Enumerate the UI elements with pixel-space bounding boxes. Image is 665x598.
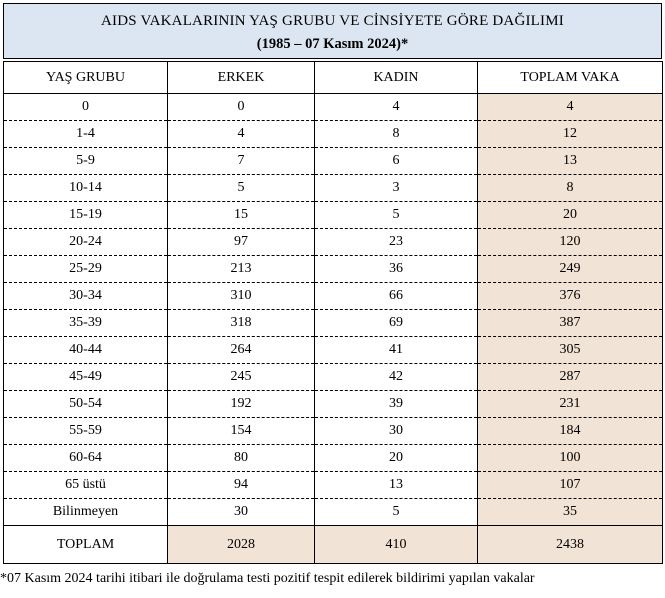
male-cell: 245 bbox=[168, 364, 315, 391]
age-group-cell: 55-59 bbox=[4, 418, 168, 445]
total-cell: 387 bbox=[478, 310, 663, 337]
female-cell: 8 bbox=[315, 121, 478, 148]
male-cell: 4 bbox=[168, 121, 315, 148]
age-group-cell: 40-44 bbox=[4, 337, 168, 364]
total-cell: 305 bbox=[478, 337, 663, 364]
table-row bbox=[4, 94, 663, 121]
age-group-cell: 1-4 bbox=[4, 121, 168, 148]
male-cell: 5 bbox=[168, 175, 315, 202]
age-group-cell: 5-9 bbox=[4, 148, 168, 175]
female-cell: 6 bbox=[315, 148, 478, 175]
table-body bbox=[4, 94, 663, 526]
table-row bbox=[4, 364, 663, 391]
total-cell: 12 bbox=[478, 121, 663, 148]
female-cell: 4 bbox=[315, 94, 478, 121]
table-row bbox=[4, 229, 663, 256]
total-cell: 100 bbox=[478, 445, 663, 472]
male-cell: 80 bbox=[168, 445, 315, 472]
female-cell: 5 bbox=[315, 202, 478, 229]
table-row bbox=[4, 499, 663, 526]
age-group-cell: Bilinmeyen bbox=[4, 499, 168, 526]
total-all: 2438 bbox=[478, 526, 663, 564]
female-cell: 3 bbox=[315, 175, 478, 202]
footnote: *07 Kasım 2024 tarihi itibari ile doğrulama testi pozitif tespit edilerek bildirimi yapılan vakalar bbox=[0, 571, 535, 586]
total-female: 410 bbox=[315, 526, 478, 564]
age-group-cell: 35-39 bbox=[4, 310, 168, 337]
total-cell: 231 bbox=[478, 391, 663, 418]
female-cell: 69 bbox=[315, 310, 478, 337]
total-male: 2028 bbox=[168, 526, 315, 564]
female-cell: 30 bbox=[315, 418, 478, 445]
male-cell: 192 bbox=[168, 391, 315, 418]
male-cell: 310 bbox=[168, 283, 315, 310]
table-row bbox=[4, 121, 663, 148]
female-cell: 41 bbox=[315, 337, 478, 364]
total-row bbox=[4, 526, 663, 564]
table-row bbox=[4, 337, 663, 364]
male-cell: 264 bbox=[168, 337, 315, 364]
table-row bbox=[4, 202, 663, 229]
female-cell: 42 bbox=[315, 364, 478, 391]
header-age-group: YAŞ GRUBU bbox=[4, 62, 168, 94]
age-group-cell: 30-34 bbox=[4, 283, 168, 310]
total-cell: 20 bbox=[478, 202, 663, 229]
total-cell: 287 bbox=[478, 364, 663, 391]
total-cell: 184 bbox=[478, 418, 663, 445]
total-cell: 120 bbox=[478, 229, 663, 256]
age-group-cell: 15-19 bbox=[4, 202, 168, 229]
female-cell: 23 bbox=[315, 229, 478, 256]
female-cell: 20 bbox=[315, 445, 478, 472]
aids-cases-table bbox=[3, 61, 663, 564]
age-group-cell: 60-64 bbox=[4, 445, 168, 472]
female-cell: 13 bbox=[315, 472, 478, 499]
male-cell: 97 bbox=[168, 229, 315, 256]
table-row bbox=[4, 175, 663, 202]
header-female: KADIN bbox=[315, 62, 478, 94]
header-total: TOPLAM VAKA bbox=[478, 62, 663, 94]
table-row bbox=[4, 310, 663, 337]
age-group-cell: 65 üstü bbox=[4, 472, 168, 499]
age-group-cell: 25-29 bbox=[4, 256, 168, 283]
age-group-cell: 50-54 bbox=[4, 391, 168, 418]
total-cell: 35 bbox=[478, 499, 663, 526]
document bbox=[3, 3, 662, 564]
age-group-cell: 45-49 bbox=[4, 364, 168, 391]
male-cell: 94 bbox=[168, 472, 315, 499]
male-cell: 318 bbox=[168, 310, 315, 337]
total-cell: 4 bbox=[478, 94, 663, 121]
header-male: ERKEK bbox=[168, 62, 315, 94]
female-cell: 36 bbox=[315, 256, 478, 283]
table-row bbox=[4, 256, 663, 283]
male-cell: 213 bbox=[168, 256, 315, 283]
female-cell: 39 bbox=[315, 391, 478, 418]
table-row bbox=[4, 391, 663, 418]
male-cell: 15 bbox=[168, 202, 315, 229]
table-row bbox=[4, 472, 663, 499]
age-group-cell: 20-24 bbox=[4, 229, 168, 256]
table-row bbox=[4, 418, 663, 445]
table-row bbox=[4, 445, 663, 472]
table-row bbox=[4, 148, 663, 175]
female-cell: 5 bbox=[315, 499, 478, 526]
male-cell: 154 bbox=[168, 418, 315, 445]
female-cell: 66 bbox=[315, 283, 478, 310]
total-label: TOPLAM bbox=[4, 526, 168, 564]
age-group-cell: 0 bbox=[4, 94, 168, 121]
age-group-cell: 10-14 bbox=[4, 175, 168, 202]
table-title-box bbox=[3, 3, 662, 59]
header-row bbox=[4, 62, 663, 94]
total-cell: 107 bbox=[478, 472, 663, 499]
total-cell: 13 bbox=[478, 148, 663, 175]
table-title: AIDS VAKALARININ YAŞ GRUBU VE CİNSİYETE GÖRE DAĞILIMI bbox=[101, 13, 564, 29]
total-cell: 249 bbox=[478, 256, 663, 283]
male-cell: 0 bbox=[168, 94, 315, 121]
total-cell: 376 bbox=[478, 283, 663, 310]
table-row bbox=[4, 283, 663, 310]
total-cell: 8 bbox=[478, 175, 663, 202]
male-cell: 7 bbox=[168, 148, 315, 175]
table-subtitle: (1985 – 07 Kasım 2024)* bbox=[256, 36, 409, 52]
male-cell: 30 bbox=[168, 499, 315, 526]
